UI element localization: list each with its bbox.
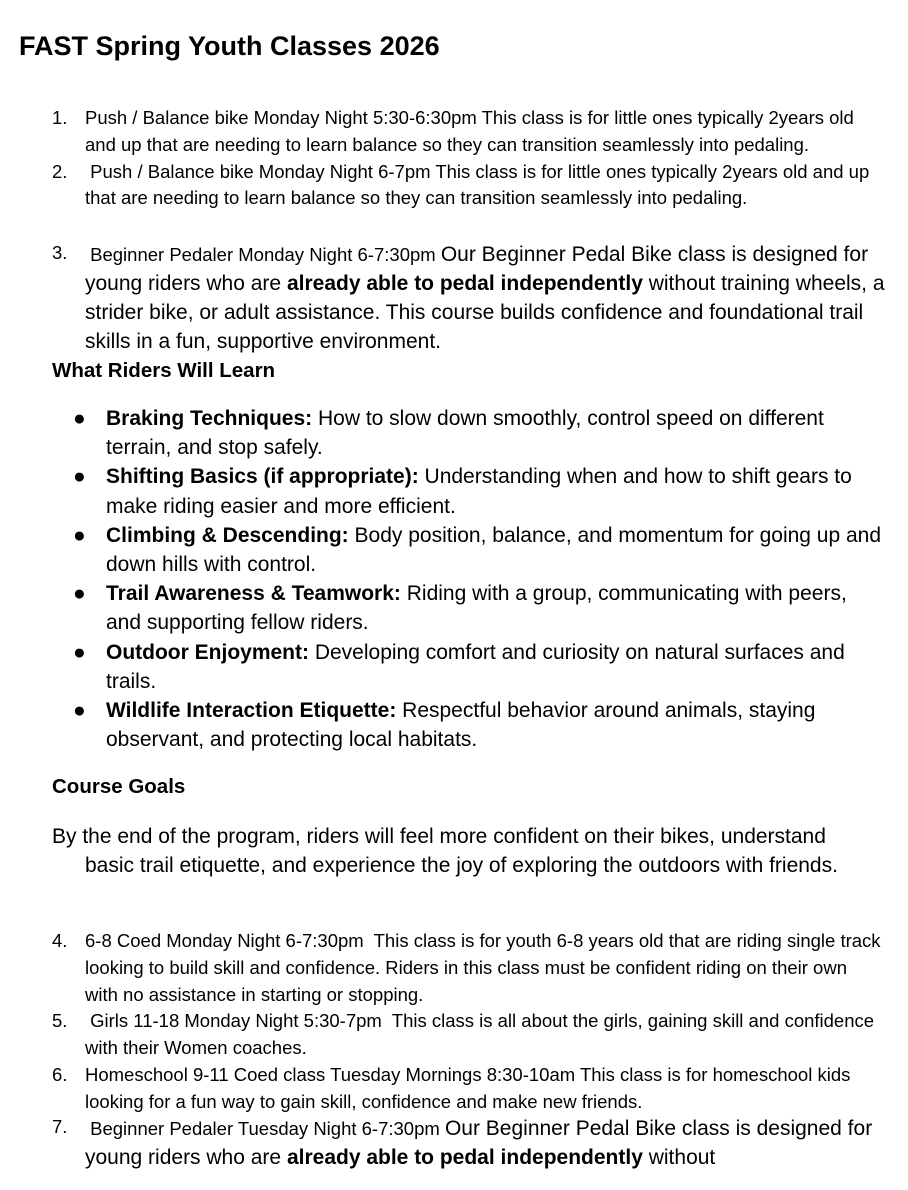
bullet-text [106,579,886,637]
bullet-description: Riding with a group, communicating with peers, and supporting fellow riders. [106,582,853,635]
bullet-icon: ● [73,640,86,664]
bullet-icon: ● [73,465,86,489]
bullet-text [106,521,886,579]
list-item [0,1008,908,1062]
section-heading-goals: Course Goals [52,775,186,798]
bullet-description: Developing comfort and curiosity on natural surfaces and trails. [106,640,851,693]
bullet-label: Trail Awareness & Teamwork: [106,582,401,606]
class-description-bold: already able to pedal independently [286,272,643,295]
class-title: Beginner Pedaler Tuesday Night 6-7:30pm [85,1118,445,1139]
bullet-item [0,404,908,462]
list-text [85,1114,885,1172]
bullet-text [106,696,886,754]
learn-list [0,404,908,754]
bullet-label: Braking Techniques: [106,407,313,430]
section-heading-learn: What Riders Will Learn [52,359,276,382]
list-item [0,1114,908,1172]
bullet-label: Outdoor Enjoyment: [106,640,309,664]
bullet-item [0,462,908,520]
bullet-description: How to slow down smoothly, control speed on different terrain, and stop safely. [106,407,830,460]
bullet-icon: ● [73,699,86,723]
bullet-description: Understanding when and how to shift gears to make riding easier and more efficient. [106,465,858,518]
bullet-text [106,638,886,696]
bullet-icon: ● [73,523,86,547]
course-goals-paragraph [52,822,892,880]
goals-text: By the end of the program, riders will feel more confident on their bikes, understand [52,825,826,848]
list-item [0,1062,908,1116]
list-number: 5. [52,1010,68,1032]
list-item [0,105,908,159]
list-number: 1. [52,107,68,128]
bullet-description: Respectful behavior around animals, staying observant, and protecting local habitats. [106,699,822,752]
bullet-icon: ● [73,582,86,606]
bullet-item [0,638,908,696]
list-text: Push / Balance bike Monday Night 5:30-6:30pm This class is for little ones typically 2years old and up that are needing to learn balance so they can transition seamlessly into pedaling. [85,107,859,155]
class-list-top [0,105,908,212]
list-text: Girls 11-18 Monday Night 5:30-7pm This class is all about the girls, gaining skill and confidence with their Women coaches. [85,1010,880,1059]
class-title: Beginner Pedaler Monday Night 6-7:30pm [85,244,441,265]
list-number: 4. [52,930,68,951]
bullet-label: Shifting Basics (if appropriate): [106,465,419,489]
list-text: 6-8 Coed Monday Night 6-7:30pm This class is for youth 6-8 years old that are riding single track looking to build skill and confidence. Riders in this class must be confident riding on their own with no assistance in starting or stopping. [85,930,886,1005]
page-title: FAST Spring Youth Classes 2026 [19,31,440,61]
bullet-item [0,521,908,579]
bullet-description: Body position, balance, and momentum for going up and down hills with control. [106,523,887,577]
class-description: Our Beginner Pedal Bike class is designed for young riders who are [85,243,874,295]
bullet-item [0,696,908,754]
class-item-7 [0,1114,908,1172]
list-text [85,240,891,356]
bullet-label: Climbing & Descending: [106,523,349,547]
list-item [0,159,908,213]
goals-text: basic trail etiquette, and experience the joy of exploring the outdoors with friends. [85,854,838,877]
bullet-text [106,462,886,520]
list-number: 3. [52,242,68,263]
class-description: without training wheels, a strider bike, or adult assistance. This course builds confidence and foundational trail skills in a fun, supportive environment. [85,272,891,353]
bullet-item [0,579,908,637]
list-number: 7. [52,1116,68,1137]
list-number: 2. [52,160,68,182]
list-text: Push / Balance bike Monday Night 6-7pm This class is for little ones typically 2years old and up that are needing to learn balance so they can transition seamlessly into pedaling. [85,160,875,209]
list-item [0,240,908,356]
bullet-label: Wildlife Interaction Etiquette: [106,699,397,723]
class-list-bottom [0,928,908,1116]
class-description: without [642,1146,716,1169]
list-number: 6. [52,1063,68,1085]
class-description-bold: already able to pedal independently [286,1146,643,1169]
class-description: Our Beginner Pedal Bike class is designed for young riders who are [85,1117,879,1169]
list-text: Homeschool 9-11 Coed class Tuesday Mornings 8:30-10am This class is for homeschool kids looking for a fun way to gain skill, confidence and make new friends. [85,1063,856,1112]
bullet-text [106,404,886,462]
bullet-icon: ● [73,407,86,430]
class-item-3 [0,240,908,356]
list-item [0,928,908,1008]
